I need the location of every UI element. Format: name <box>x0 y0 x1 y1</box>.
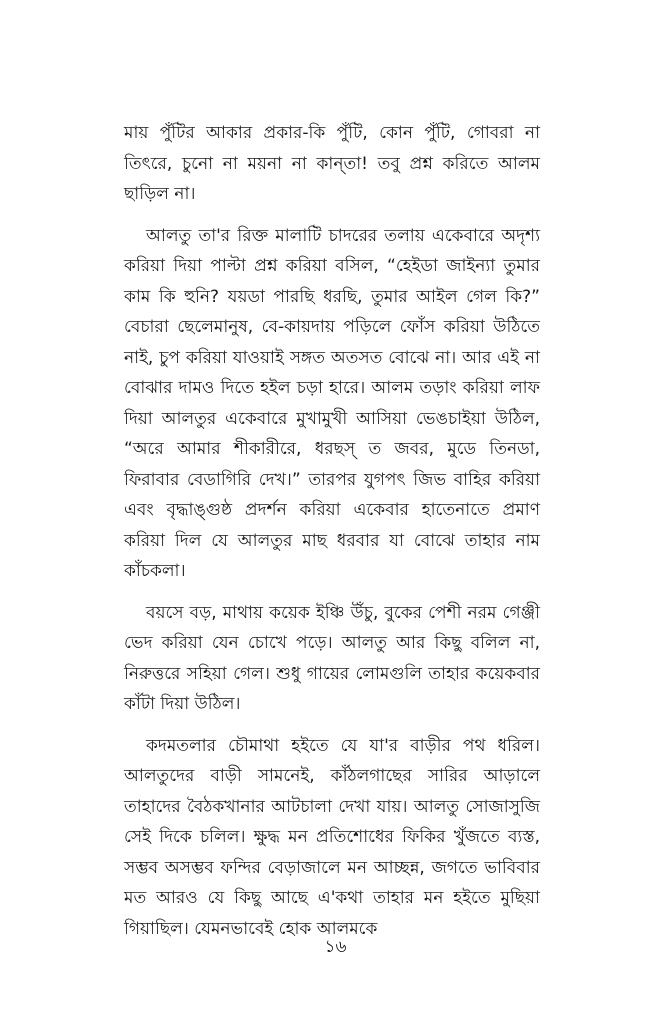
paragraph-4: কদমতলার চৌমাথা হইতে যে যা'র বাড়ীর পথ ধরিল। আলতুদের বাড়ী সামনেই, কাঁঠলগাছের সারির আড়ালে তাহাদের বৈঠকখানার আটচালা দেখা যায়। আলতু সোজাসুজি সেই দিকে চলিল। ক্ষুদ্ধ মন প্রতিশোধের ফিকির খুঁজতে ব্যস্ত, সম্ভব অসম্ভব ফন্দির বেড়াজালে মন আচ্ছন্ন, জগতে ভাবিবার মত আরও যে কিছু আছে এ'কথা তাহার মন হইতে মুছিয়া গিয়াছিল। যেমনভাবেই হোক আলমকে <box>124 735 540 939</box>
page-number: ১৬ <box>324 937 347 957</box>
paragraph-3: বয়সে বড়, মাথায় কয়েক ইঞ্চি উঁচু, বুকের পেশী নরম গেঞ্জী ভেদ করিয়া যেন চোখে পড়ে। আলতু আর কিছু বলিল না, নিরুত্তরে সহিয়া গেল। শুধু গায়ের লোমগুলি তাহার কয়েকবার কাঁটা দিয়া উঠিল। <box>124 602 540 714</box>
paragraph-1: মায় পুঁটির আকার প্রকার-কি পুঁটি, কোন পুঁটি, গোবরা না তিৎরে, চুনো না ময়না না কান্‌তা! তবু প্রশ্ন করিতে আলম ছাড়িল না। <box>124 123 540 204</box>
body-text <box>124 118 540 955</box>
paragraph-2: আলতু তা'র রিক্ত মালাটি চাদরের তলায় একেবারে অদৃশ্য করিয়া দিয়া পাল্টা প্রশ্ন করিয়া বসিল, “হেইডা জাইন্যা তুমার কাম কি হুনি? যয়ডা পারছি ধরছি, তুমার আইল গেল কি?” বেচারা ছেলেমানুষ, বে-কায়দায় পড়িলে ফোঁস করিয়া উঠিতে নাই, চুপ করিয়া যাওয়াই সঙ্গত অতসত বোঝে না। আর এই না বোঝার দামও দিতে হইল চড়া হারে। আলম তড়াং করিয়া লাফ দিয়া আলতুর একেবারে মুখামুখী আসিয়া ভেঙচাইয়া উঠিল, “অরে আমার শীকারীরে, ধরছস্ ত জবর, মুডে তিনডা, ফিরাবার বেডাগিরি দেখ।” তারপর যুগপৎ জিভ বাহির করিয়া এবং বৃদ্ধাঙ্গুষ্ঠ প্রদর্শন করিয়া একেবার হাতেনাতে প্রমাণ করিয়া দিল যে আলতুর মাছ ধরবার যা বোঝে তাহার নাম কাঁচকলা। <box>124 225 540 581</box>
